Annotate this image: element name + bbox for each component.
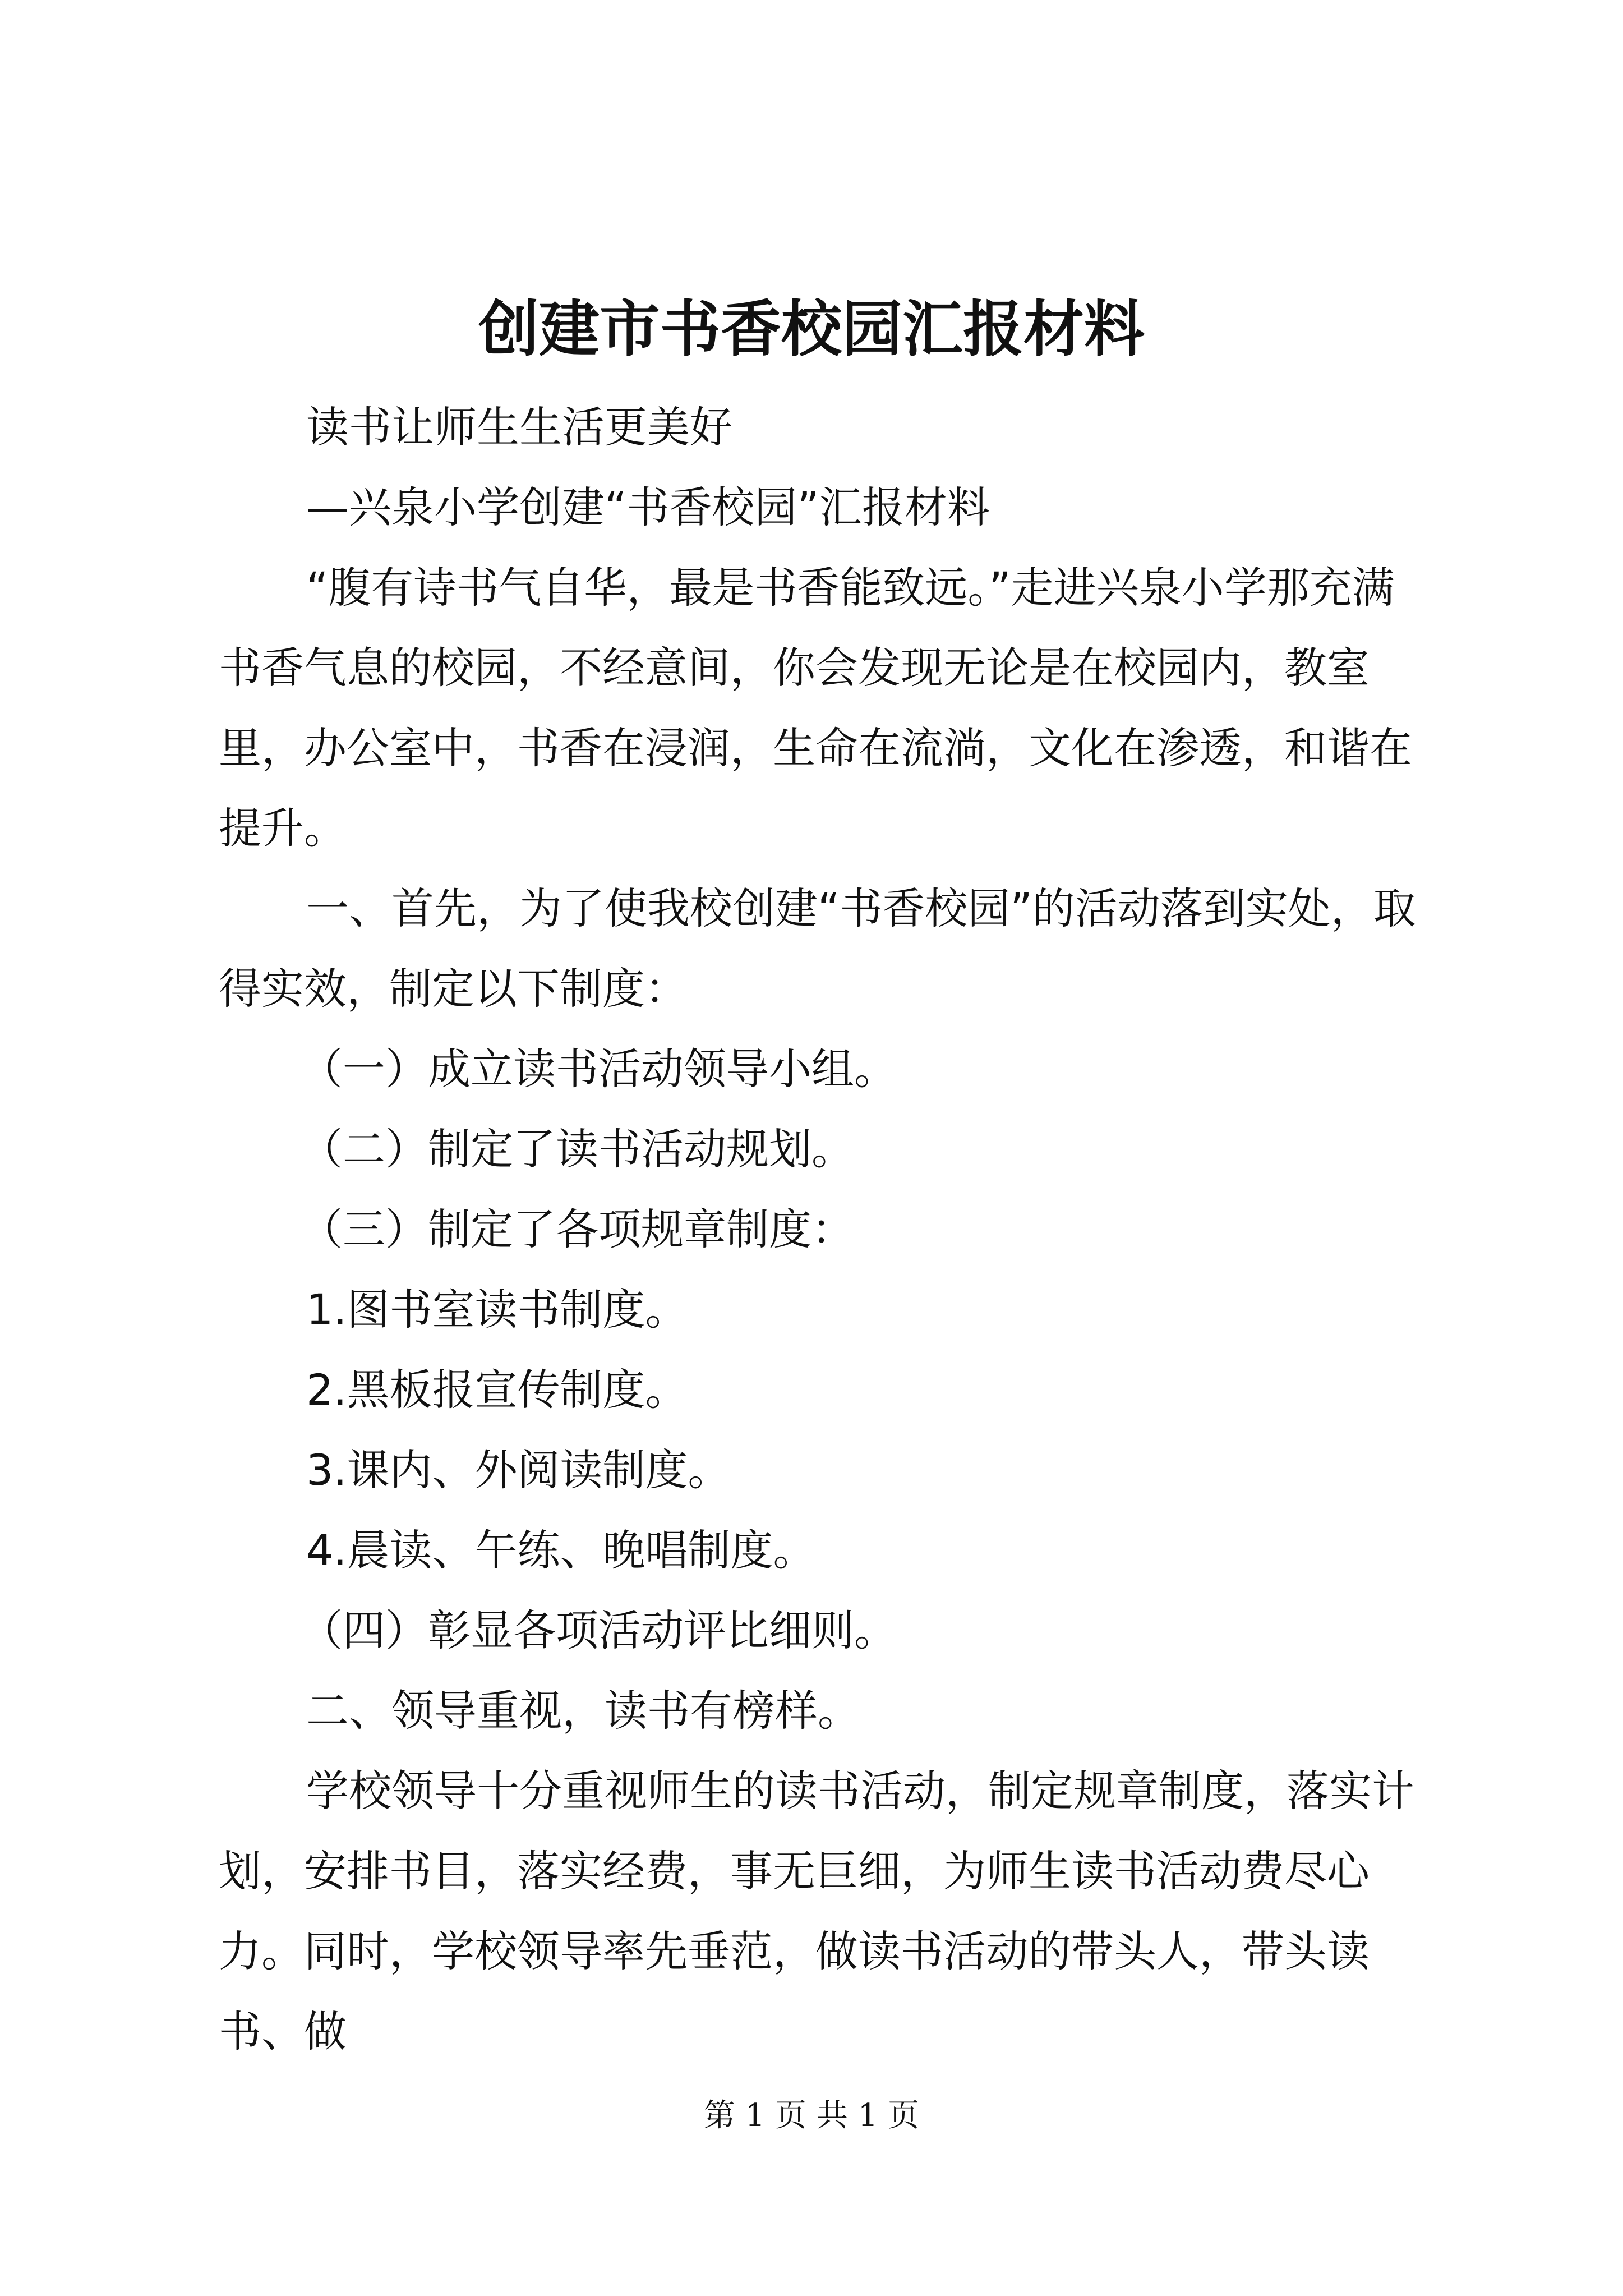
section-2-paragraph: 学校领导十分重视师生的读书活动，制定规章制度，落实计划，安排书目，落实经费，事无巨细，为师生读书活动费尽心力。同时，学校领导率先垂范，做读书活动的带头人，带头读书、做 bbox=[219, 1766, 1414, 2056]
section-1-heading: 一、首先，为了使我校创建“书香校园”的活动落到实处，取得实效，制定以下制度： bbox=[219, 884, 1416, 1014]
rule-item: 3.课内、外阅读制度。 bbox=[306, 1445, 731, 1495]
subtitle: 读书让师生生活更美好 bbox=[306, 402, 732, 452]
list-item: （一）成立读书活动领导小组。 bbox=[300, 1044, 897, 1094]
intro-paragraph: “腹有诗书气自华，最是书香能致远。”走进兴泉小学那充满书香气息的校园，不经意间，你会发现无论是在校园内，教室里，办公室中，书香在浸润，生命在流淌，文化在渗透，和谐在提升。 bbox=[219, 563, 1412, 853]
rule-item: 1.图书室读书制度。 bbox=[306, 1285, 688, 1335]
rule-item: 2.黑板报宣传制度。 bbox=[306, 1365, 688, 1415]
page-footer: 第 1 页 共 1 页 bbox=[703, 2097, 920, 2134]
document-body bbox=[219, 387, 1419, 2072]
list-item: （二）制定了读书活动规划。 bbox=[300, 1124, 854, 1174]
list-item: （四）彰显各项活动评比细则。 bbox=[300, 1605, 897, 1655]
rule-item: 4.晨读、午练、晚唱制度。 bbox=[306, 1525, 816, 1575]
document-title: 创建市书香校园汇报材料 bbox=[478, 294, 1145, 365]
list-item: （三）制定了各项规章制度： bbox=[300, 1204, 854, 1254]
byline: —兴泉小学创建“书香校园”汇报材料 bbox=[306, 482, 990, 532]
section-2-heading: 二、领导重视，读书有榜样。 bbox=[306, 1686, 860, 1736]
